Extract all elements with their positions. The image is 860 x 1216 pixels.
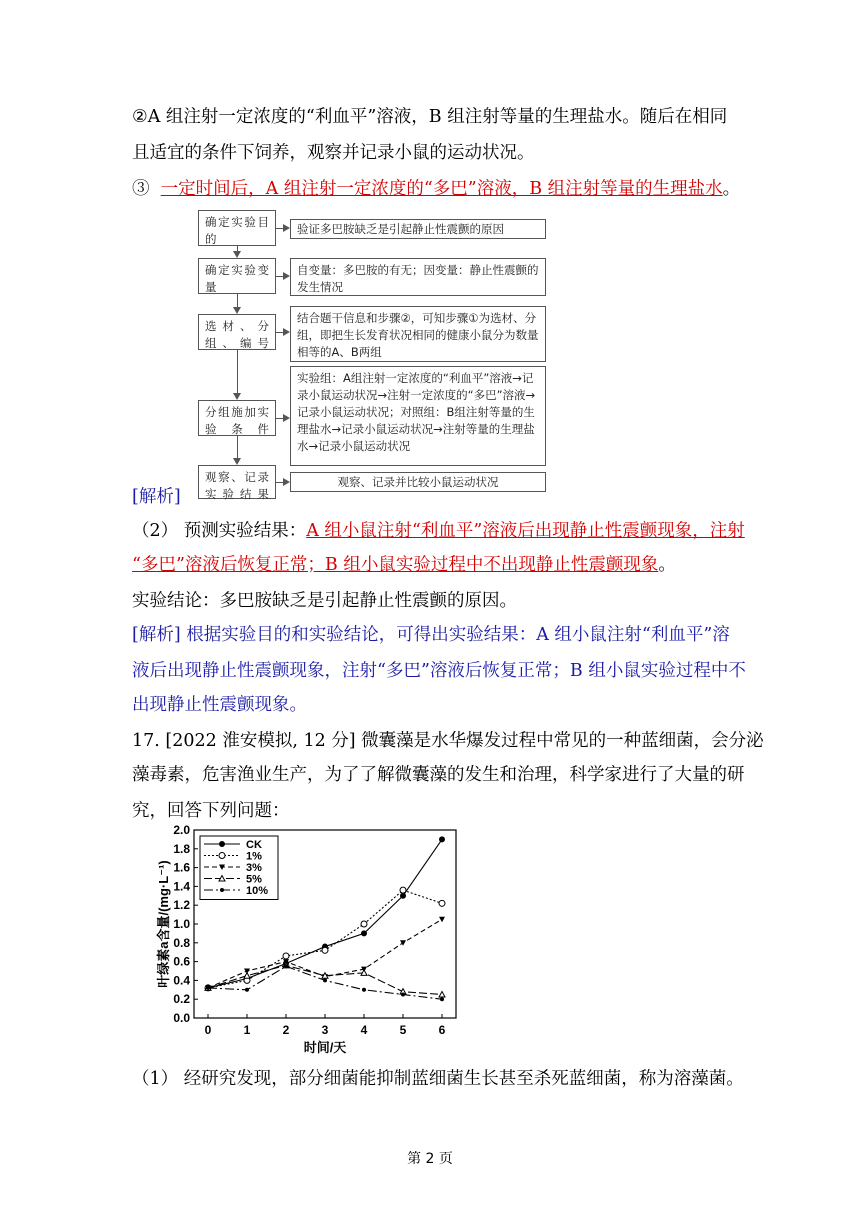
legend-label: 5% — [246, 873, 262, 886]
data-point — [362, 988, 366, 992]
answer-text: A 组小鼠注射“利血平”溶液后出现静止性震颤现象，注射 — [306, 521, 745, 541]
y-tick-label: 1.8 — [173, 841, 190, 856]
period: 。 — [722, 179, 741, 199]
flowchart-step-label: 确定实验变量 — [198, 258, 276, 294]
y-tick-label: 1.0 — [173, 917, 190, 931]
legend-marker — [220, 888, 224, 892]
analysis-tag: [解析] — [132, 487, 181, 507]
flowchart-step-label: 确定实验目的 — [198, 210, 276, 246]
y-axis-label: 叶绿素a含量/(mg·L⁻¹) — [156, 860, 171, 988]
question-text: （1） 经研究发现，部分细菌能抑制蓝细菌生长甚至杀死蓝细菌，称为溶藻菌。 — [132, 1069, 744, 1089]
x-tick-label: 0 — [204, 1023, 212, 1037]
data-point — [400, 940, 406, 946]
x-tick-label: 3 — [321, 1023, 329, 1037]
x-tick-label: 5 — [399, 1023, 407, 1037]
line-chart — [158, 820, 468, 1060]
question-text: 藻毒素，危害渔业生产，为了了解微囊藻的发生和治理，科学家进行了大量的研 — [132, 765, 745, 785]
data-point — [401, 993, 405, 997]
analysis-text: 液后出现静止性震颤现象，注射“多巴”溶液后恢复正常；B 组小鼠实验过程中不 — [132, 661, 746, 681]
y-tick-label: 0.2 — [173, 992, 190, 1007]
data-point — [206, 986, 210, 990]
series-line — [208, 966, 442, 999]
legend-label: CK — [246, 839, 262, 851]
data-point — [244, 973, 250, 979]
question-prefix: （2） 预测实验结果： — [132, 521, 307, 541]
y-tick-label: 0.4 — [173, 973, 190, 988]
x-tick-label: 1 — [243, 1023, 251, 1037]
step-number: ③ — [132, 179, 150, 199]
x-tick-label: 2 — [282, 1023, 290, 1037]
data-point — [440, 997, 444, 1001]
flowchart-step-content: 实验组：A组注射一定浓度的“利血平”溶液→记录小鼠运动状况→注射一定浓度的“多巴”溶液→记录小鼠运动状况；对照组：B组注射等量的生理盐水→记录小鼠运动状况→注射等量的生理盐水→记录小鼠运动状况 — [290, 366, 546, 466]
data-point — [439, 836, 445, 842]
data-point — [400, 893, 406, 899]
answer-text: “多巴”溶液后恢复正常；B 组小鼠实验过程中不出现静止性震颤现象 — [132, 555, 659, 575]
period: 。 — [658, 555, 676, 575]
legend-label: 10% — [246, 885, 269, 897]
y-tick-label: 2.0 — [173, 823, 190, 837]
flowchart-step-label: 分组施加实验条件 — [198, 400, 276, 436]
question-text: 17. [2022 淮安模拟, 12 分] 微囊藻是水华爆发过程中常见的一种蓝细菌，会分泌 — [132, 731, 764, 751]
data-point — [322, 947, 328, 953]
x-tick-label: 4 — [360, 1023, 368, 1037]
data-point — [439, 917, 445, 923]
analysis-text: [解析] 根据实验目的和实验结论，可得出实验结果：A 组小鼠注射“利血平”溶 — [132, 625, 730, 645]
flowchart-step-label: 观察、记录实验结果 — [198, 465, 276, 499]
y-tick-label: 0.0 — [173, 1011, 190, 1025]
x-tick-label: 6 — [438, 1023, 446, 1037]
x-axis-label: 时间/天 — [303, 1040, 347, 1055]
text-line-answer — [132, 520, 745, 542]
y-tick-label: 0.6 — [173, 954, 190, 969]
question-text: 究，回答下列问题： — [132, 801, 290, 821]
y-tick-label: 1.4 — [173, 879, 190, 894]
data-point — [283, 953, 289, 959]
flowchart-step-content: 观察、记录并比较小鼠运动状况 — [290, 472, 546, 492]
conclusion-text: 实验结论：多巴胺缺乏是引起静止性震颤的原因。 — [132, 591, 517, 611]
y-tick-label: 1.2 — [173, 898, 190, 913]
text-line-answer — [132, 554, 676, 576]
data-point — [439, 992, 445, 998]
answer-text: 一定时间后，A 组注射一定浓度的“多巴”溶液，B 组注射等量的生理盐水 — [160, 179, 723, 199]
flowchart-step-label: 选材、分组、编号 — [198, 314, 276, 350]
legend-marker — [219, 841, 225, 847]
flowchart-step-content: 结合题干信息和步骤②，可知步骤①为选材、分组，即把生长发育状况相同的健康小鼠分为数量相等的A、B两组 — [290, 306, 546, 362]
legend-marker — [219, 853, 225, 859]
analysis-text: 出现静止性震颤现象。 — [132, 695, 307, 715]
data-point — [439, 900, 445, 906]
y-tick-label: 1.6 — [173, 860, 190, 875]
legend-label: 3% — [246, 862, 262, 874]
legend-label: 1% — [246, 850, 262, 863]
page-number: 第 2 页 — [407, 1151, 453, 1167]
y-tick-label: 0.8 — [173, 935, 190, 950]
text-line: ②A 组注射一定浓度的“利血平”溶液，B 组注射等量的生理盐水。随后在相同 — [132, 107, 728, 127]
data-point — [400, 887, 406, 893]
data-point — [323, 978, 327, 982]
data-point — [284, 964, 288, 968]
data-point — [361, 930, 367, 936]
data-point — [245, 988, 249, 992]
flowchart-step-content: 自变量：多巴胺的有无；因变量：静止性震颤的发生情况 — [290, 258, 546, 296]
text-line-answer — [132, 178, 740, 200]
data-point — [361, 921, 367, 927]
flowchart-step-content: 验证多巴胺缺乏是引起静止性震颤的原因 — [290, 219, 546, 239]
text-line: 且适宜的条件下饲养，观察并记录小鼠的运动状况。 — [132, 143, 535, 163]
